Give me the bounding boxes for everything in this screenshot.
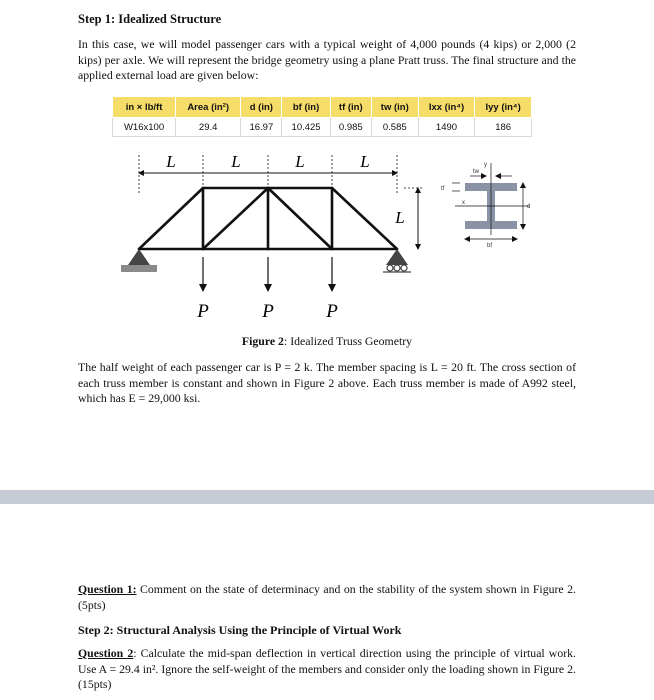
load-label: P <box>326 301 338 322</box>
d-label: d <box>527 204 531 210</box>
page-separator <box>0 490 654 504</box>
height-label: L <box>395 208 405 227</box>
table-cell: 186 <box>475 118 532 137</box>
span-label: L <box>360 152 370 171</box>
roller-support <box>383 249 411 272</box>
table-cell: W16x100 <box>113 118 176 137</box>
table-cell: 16.97 <box>241 118 282 137</box>
y-axis-label: y <box>484 162 487 168</box>
section-properties-table <box>112 96 532 137</box>
table-header-cell: bf (in) <box>282 97 330 118</box>
question1-label: Question 1: <box>78 582 137 596</box>
bf-label: bf <box>487 243 493 249</box>
step1-heading: Step 1: Idealized Structure <box>78 12 222 26</box>
table-cell: 29.4 <box>176 118 241 137</box>
load-description-paragraph: The half weight of each passenger car is P = 2 k. The member spacing is L = 20 ft. The cross section of each truss member is constant and shown in Figure 2 above. Each truss member is made of A992 steel, which has E = 29,000 ksi. <box>78 360 576 405</box>
table-header-cell: Iyy (in⁴) <box>475 97 532 118</box>
load-label: P <box>262 301 274 322</box>
figure-caption-label: Figure 2 <box>241 334 284 348</box>
table-header-cell: tf (in) <box>330 97 371 118</box>
table-row <box>113 118 532 137</box>
question2-label: Question 2 <box>78 646 134 660</box>
intro-paragraph: In this case, we will model passenger cars with a typical weight of 4,000 pounds (4 kips) or 2,000 (2 kips) per axle. We will represent the bridge geometry using a plane Pratt truss. The final structure and the applied external load are given below: <box>78 37 576 82</box>
table-header-cell: Area (in²) <box>176 97 241 118</box>
step2-heading: Step 2: Structural Analysis Using the Principle of Virtual Work <box>78 623 402 637</box>
table-header-cell: in × lb/ft <box>113 97 176 118</box>
height-dimension <box>394 188 424 249</box>
table-header-cell: Ixx (in⁴) <box>418 97 475 118</box>
tf-label: tf <box>441 186 445 192</box>
pin-support <box>121 249 157 272</box>
figure-caption <box>0 334 654 349</box>
question1 <box>78 582 576 613</box>
ibeam-cross-section <box>441 162 530 249</box>
table-cell: 10.425 <box>282 118 330 137</box>
pratt-truss <box>139 188 397 249</box>
span-label: L <box>231 152 241 171</box>
tw-label: tw <box>473 169 479 175</box>
load-arrows <box>196 257 338 322</box>
table-header-row <box>113 97 532 118</box>
figure-caption-text: : Idealized Truss Geometry <box>283 334 413 348</box>
x-axis-label: x <box>462 200 465 206</box>
span-label: L <box>295 152 305 171</box>
truss-figure <box>0 145 654 335</box>
question2-text: : Calculate the mid-span deflection in vertical direction using the principle of virtual work. Use A = 29.4 in². Ignore the self-weight of the members and consider only the loading shown in Figure 2. (15pts) <box>78 646 576 691</box>
table-header-cell: d (in) <box>241 97 282 118</box>
span-label: L <box>166 152 176 171</box>
question1-text: Comment on the state of determinacy and on the stability of the system shown in Figure 2. (5pts) <box>78 582 576 612</box>
table-cell: 0.585 <box>371 118 418 137</box>
table-cell: 1490 <box>418 118 475 137</box>
question2 <box>78 646 576 693</box>
load-label: P <box>197 301 209 322</box>
table-header-cell: tw (in) <box>371 97 418 118</box>
table-cell: 0.985 <box>330 118 371 137</box>
